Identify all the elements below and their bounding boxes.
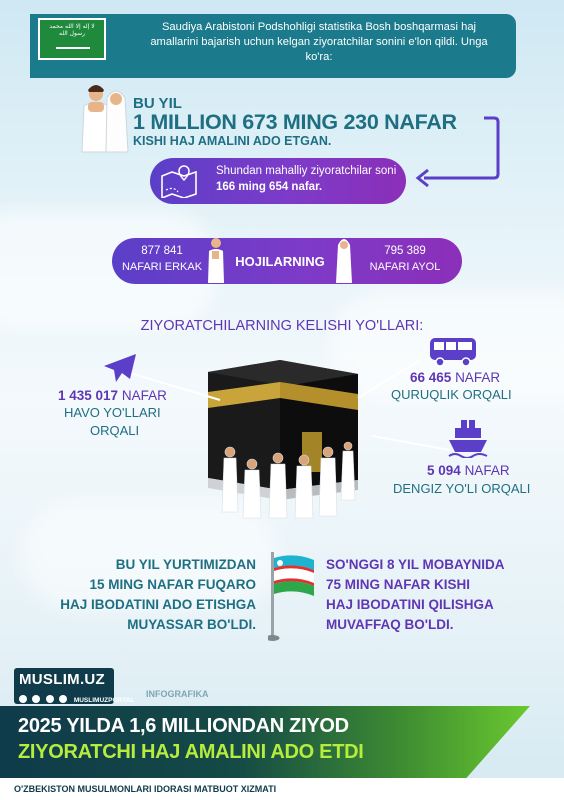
- saudi-flag: [38, 18, 106, 60]
- land-count: 66 465: [410, 370, 452, 385]
- uz-right-line2: 75 MING NAFAR KISHI: [326, 577, 471, 592]
- sea-unit: NAFAR: [464, 463, 510, 478]
- uz-left-line1: BU YIL YURTIMIZDAN: [115, 557, 256, 572]
- uz-right-line3: HAJ IBODATINI QILISHGA: [326, 597, 494, 612]
- youtube-icon[interactable]: [32, 695, 40, 703]
- instagram-icon[interactable]: [19, 695, 27, 703]
- total-number: 1 MILLION 673 MING 230 NAFAR: [133, 110, 457, 134]
- uz-left-line2: 15 MING NAFAR FUQARO: [89, 577, 256, 592]
- land-label: QURUQLIK ORQALI: [391, 387, 512, 402]
- uz-right-line4: MUVAFFAQ BO'LDI.: [326, 617, 454, 632]
- facebook-icon[interactable]: [46, 695, 54, 703]
- land-unit: NAFAR: [455, 370, 501, 385]
- total-line3: KISHI HAJ AMALINI ADO ETGAN.: [133, 134, 332, 148]
- local-label: Shundan mahalliy ziyoratchilar soni: [216, 165, 397, 177]
- air-label-line1: HAVO YO'LLARI: [64, 405, 161, 420]
- female-pilgrim-icon: [333, 235, 355, 285]
- infografika-tag: INFOGRAFIKA: [146, 689, 209, 699]
- sea-count: 5 094: [427, 463, 461, 478]
- sword-icon: [56, 47, 90, 49]
- male-pilgrim-icon: [205, 237, 227, 285]
- sea-figure: [427, 463, 510, 478]
- ship-icon: [447, 418, 489, 458]
- uzbekistan-flag-icon: [268, 550, 318, 642]
- bus-icon: [428, 334, 480, 368]
- sea-label: DENGIZ YO'LI ORQALI: [393, 481, 531, 496]
- uz-left-line3: HAJ IBODATINI ADO ETISHGA: [60, 597, 256, 612]
- footer-org: O'ZBEKISTON MUSULMONLARI IDORASI MATBUOT XIZMATI: [14, 784, 277, 794]
- uz-right-line1: SO'NGGI 8 YIL MOBAYNIDA: [326, 557, 505, 572]
- map-pin-icon: [160, 164, 198, 198]
- female-label: NAFARI AYOL: [369, 261, 441, 273]
- local-value: 166 ming 654 nafar.: [216, 181, 323, 193]
- shahada-text: لا إله إلا الله محمد رسول الله: [49, 23, 95, 37]
- telegram-icon[interactable]: [59, 695, 67, 703]
- pilgrim-couple-illustration: [78, 82, 134, 154]
- total-line1: BU YIL: [133, 95, 182, 112]
- footer-title-line2: ZIYORATCHI HAJ AMALINI ADO ETDI: [18, 741, 364, 763]
- routes-title: ZIYORATCHILARNING KELISHI YO'LLARI:: [140, 318, 424, 334]
- male-label: NAFARI ERKAK: [121, 261, 203, 273]
- air-label-line2: ORQALI: [90, 423, 140, 438]
- female-count: 795 389: [384, 245, 426, 257]
- arrow-connector-icon: [410, 112, 504, 190]
- brand-handle: MUSLIMUZPORTAL: [73, 697, 135, 704]
- air-unit: NAFAR: [121, 388, 167, 403]
- gender-center-label: HOJILARNING: [235, 254, 325, 269]
- air-figure: [58, 388, 167, 403]
- footer-title-line1: 2025 YILDA 1,6 MILLIONDAN ZIYOD: [18, 715, 349, 737]
- brand-logo: MUSLIM.UZ: [19, 671, 106, 688]
- land-figure: [410, 370, 500, 385]
- air-count: 1 435 017: [58, 388, 119, 403]
- airplane-icon: [102, 352, 138, 384]
- header-intro: Saudiya Arabistoni Podshohligi statistika Bosh boshqarmasi haj amallarini bajarish uchun kelgan ziyoratchilar sonini e'lon qildi. Unga ko'ra:: [150, 21, 488, 63]
- male-count: 877 841: [141, 245, 183, 257]
- uz-left-line4: MUYASSAR BO'LDI.: [127, 617, 256, 632]
- social-icons: [19, 690, 134, 708]
